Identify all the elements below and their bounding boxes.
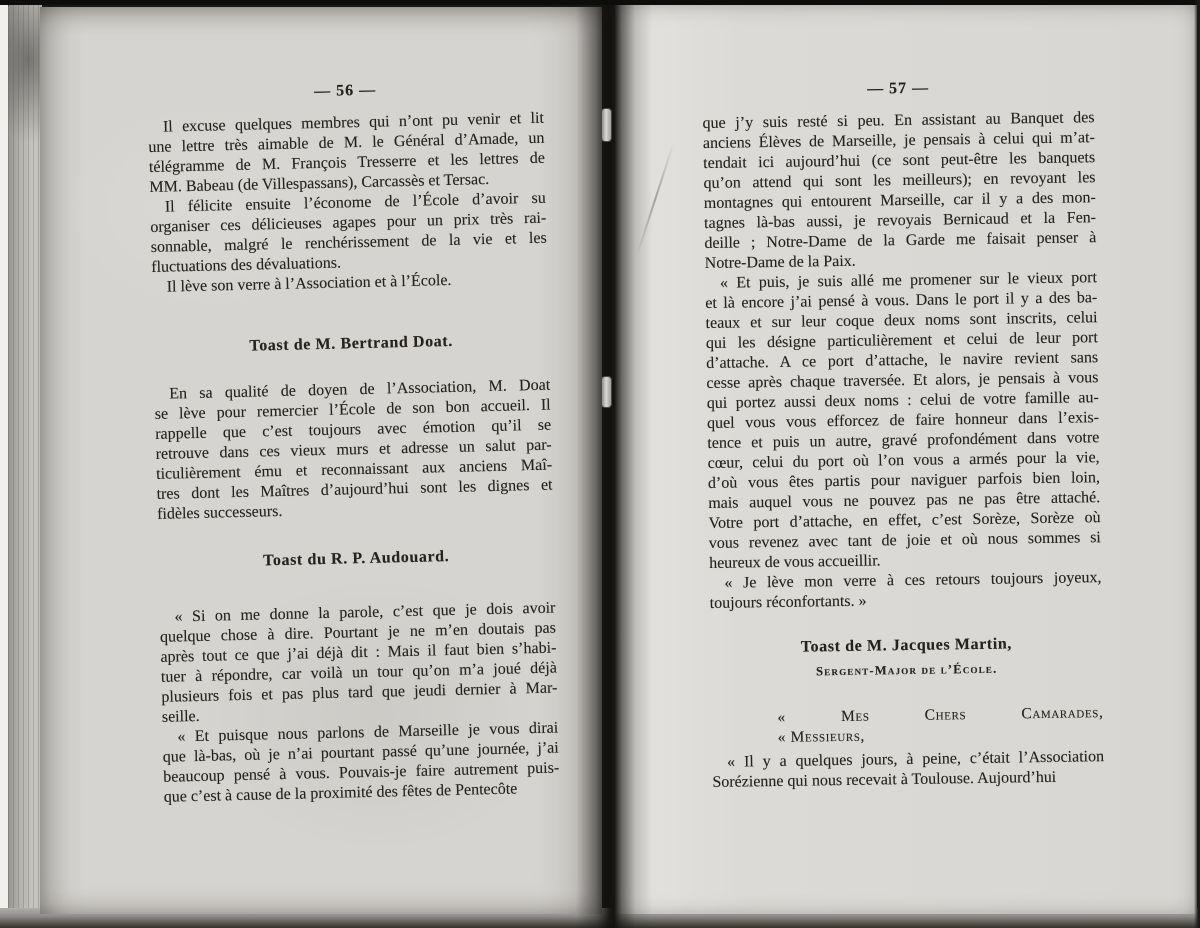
text-line: et là encore j’ai pensé à vous. Dans le port il y a des ba- (705, 289, 1098, 312)
page-57-body (702, 108, 1104, 793)
paragraph (148, 109, 546, 198)
text-line: montagnes qui entourent Marseille, car il y a des mon- (703, 189, 1096, 212)
text-line: que là-bas, où je n’ai pourtant passé qu’une journée, j’ai (162, 739, 559, 766)
text-line: Il lève son verre à l’Association et à l’École. (166, 271, 452, 296)
text-line: seille. (161, 707, 200, 726)
text-line: Sorézienne qui nous recevait à Toulouse. Aujourd’hui (712, 768, 1057, 791)
text-line: « Je lève mon verre à ces retours toujours joyeux, (724, 569, 1102, 592)
paragraph (154, 376, 553, 525)
paragraph (712, 747, 1105, 793)
text-line: tagnes là-bas aussi, je revoyais Bernicaud et la Fen- (703, 209, 1097, 232)
text-line: tuer à répondre, car voilà un tour qu’on m’a joué déjà (160, 659, 558, 686)
text-line: « Si on me donne la parole, c’est que je dois avoir (174, 599, 556, 626)
text-line: Il félicite ensuite l’économe de l’École d’avoir su (164, 189, 546, 216)
text-line: ticulièrement ému et reconnaissant aux anciens Maî- (155, 456, 553, 483)
text-line: « Il y a quelques jours, à peine, c’était l’Association (726, 748, 1105, 771)
toast-heading: Toast du R. P. Audouard. (262, 548, 450, 570)
text-line: fidèles successeurs. (156, 502, 283, 523)
toast-subheading: Sergent-Major de l’École. (815, 661, 998, 679)
text-line: « Et puis, je suis allé me promener sur le vieux port (719, 269, 1098, 292)
page-edge-stack-left (8, 4, 42, 920)
text-line: mais auquel vous ne pouvez pas ne pas être attaché. (708, 489, 1101, 512)
text-line: cesse après chaque traversée. Et alors, je pensais à vous (706, 369, 1099, 392)
text-line: que j’y suis resté si peu. En assistant au Banquet des (702, 109, 1095, 132)
paragraph (159, 599, 558, 728)
scanner-edge-top (0, 0, 1200, 5)
text-line: après tout ce que j’ai déjà dit : Mais il faut bien s’habi- (160, 639, 557, 666)
text-line: que c’est à cause de la proximité des fêtes de Pentecôte (163, 780, 518, 806)
book-gutter-shadow (576, 0, 652, 928)
text-line: Il excuse quelques membres qui n’ont pu venir et lit (162, 109, 545, 136)
text-line: télégramme de M. François Tresserre et les lettres de (148, 149, 546, 176)
staple-bottom (601, 376, 612, 408)
text-line: « Messieurs, (777, 727, 866, 746)
text-line: deille ; Notre-Dame de la Garde me faisait penser à (704, 229, 1097, 252)
text-line: qui portez aussi deux noms : celui de votre famille au- (706, 389, 1099, 412)
paragraph (705, 268, 1101, 574)
text-line: « Mes Chers Camarades, (777, 704, 1104, 726)
paragraph (709, 568, 1102, 614)
text-line: d’attache. A ce port d’attache, le navire revient sans (706, 349, 1099, 372)
text-line: fluctuations des dévaluations. (151, 254, 342, 276)
text-line: teaux et sur leur coque deux noms sont inscrits, celui (705, 309, 1098, 332)
staple-top (601, 108, 612, 142)
text-line: plusieurs fois et pas plus tard que jeudi dernier à Mar- (161, 679, 558, 706)
salutation (711, 703, 1104, 749)
paragraph (150, 189, 548, 278)
text-line: anciens Élèves de Marseille, je pensais à celui qui m’at- (702, 129, 1095, 152)
text-line: une lettre très aimable de M. le Général d’Amade, un (148, 129, 545, 156)
text-line: qu’on attend qui sont les meilleurs); en revoyant les (703, 169, 1096, 192)
text-line: rappelle que c’est toujours avec émotion qu’il se (155, 416, 552, 443)
text-line: sonnable, malgré le renchérissement de la vie et les (150, 229, 547, 256)
page-number-56: — 56 — (313, 81, 377, 101)
text-line: beaucoup pensé à vous. Pouvais-je faire autrement puis- (163, 759, 560, 786)
text-line: tendait ici aujourd’hui (ce sont peut-être les banquets (703, 149, 1096, 172)
text-line: En sa qualité de doyen de l’Association, M. Doat (169, 376, 551, 403)
page-56-body (148, 109, 560, 808)
text-line: toujours réconfortants. » (709, 592, 867, 612)
text-line: quelque chose à dire. Pourtant je ne m’en doutais pas (159, 619, 557, 646)
text-line: organiser ces délicieuses agapes pour un prix très rai- (150, 209, 547, 236)
scanner-edge-right (1194, 0, 1200, 928)
page-56-text (147, 77, 560, 808)
text-line: « Et puisque nous parlons de Marseille je vous dirai (177, 719, 559, 746)
text-line: MM. Babeau (de Villespassans), Carcassès et Tersac. (149, 170, 490, 196)
text-line: Votre port d’attache, en effet, c’est Sorèze, Sorèze où (708, 509, 1101, 532)
text-line: d’où vous êtes partis pour naviguer parfois bien loin, (707, 469, 1101, 492)
text-line: Notre-Dame de la Paix. (704, 252, 856, 272)
paragraph (702, 108, 1096, 274)
toast-heading: Toast de M. Bertrand Doat. (249, 332, 454, 355)
text-line: tres dont les Maîtres d’aujourd’hui sont les dignes et (156, 476, 553, 503)
text-line: se lève pour remercier l’École de son bon accueil. Il (154, 396, 551, 423)
paragraph (162, 718, 560, 807)
page-number-57: — 57 — (866, 79, 930, 98)
text-line: qui les désigne particulièrement et celui de leur port (705, 329, 1098, 352)
toast-heading: Toast de M. Jacques Martin, (800, 635, 1013, 656)
page-57-text (702, 76, 1105, 793)
text-line: vous revenez avec tant de joie et où nous sommes si (708, 529, 1101, 552)
text-line: quel vous vous efforcez de faire honneur dans l’exis- (706, 409, 1100, 432)
text-line: tence et puis un autre, gravé profondément dans votre (707, 429, 1100, 452)
text-line: retrouve dans ces vieux murs et adresse un salut par- (155, 436, 552, 463)
scanner-background-left (0, 0, 8, 928)
text-line: heureux de vous accueillir. (709, 552, 881, 572)
text-line: cœur, celui du port où l’on vous a armés pour la vie, (707, 449, 1100, 472)
